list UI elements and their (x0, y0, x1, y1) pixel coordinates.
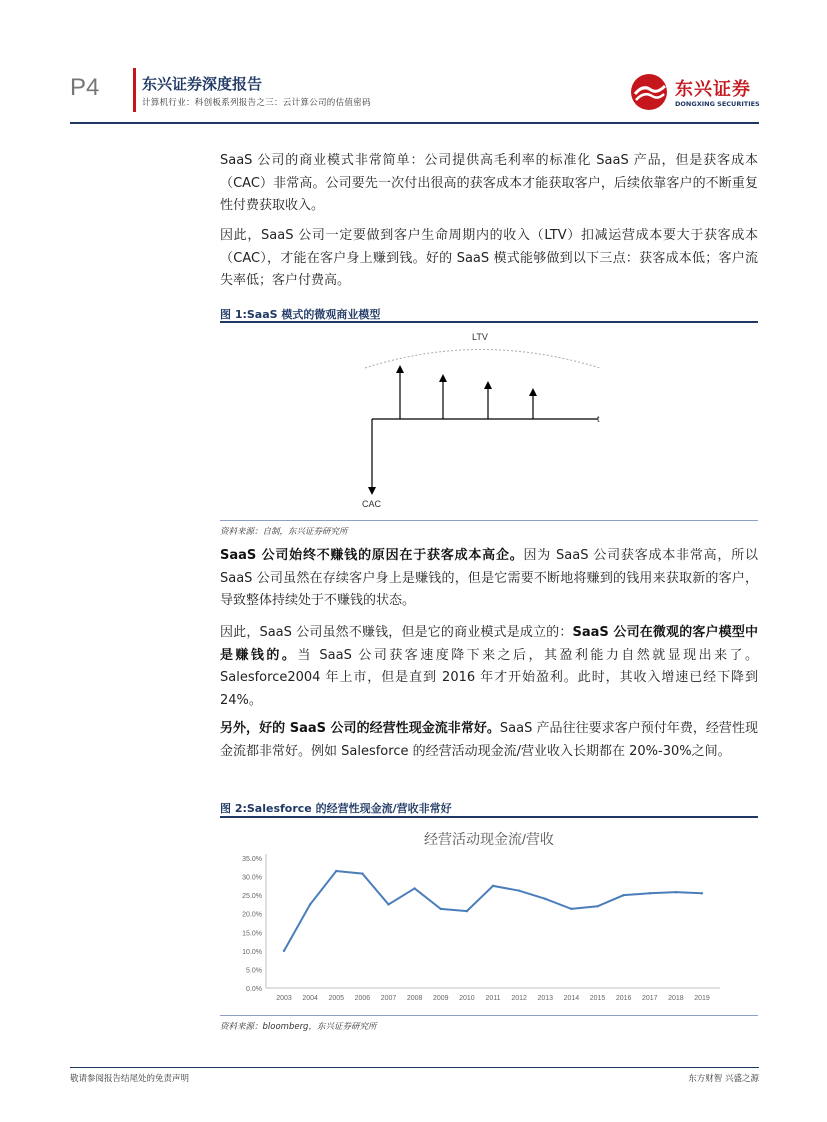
logo-english-name: DONGXING SECURITIES (675, 100, 760, 108)
data-point (675, 891, 677, 893)
footer-slogan: 东方财智 兴盛之源 (688, 1074, 759, 1084)
footer-rule (70, 1067, 759, 1068)
data-point (492, 885, 494, 887)
page-number: P4 (70, 74, 100, 101)
report-subtitle: 计算机行业：科创板系列报告之三：云计算公司的估值密码 (142, 98, 371, 108)
data-point (440, 908, 442, 910)
revenue-arrowhead-3 (484, 381, 492, 389)
footer-disclaimer: 敬请参阅报告结尾处的免责声明 (70, 1074, 190, 1084)
data-point (335, 870, 337, 872)
x-tick-label: 2016 (615, 995, 632, 1002)
x-tick-label: 2014 (563, 995, 580, 1002)
revenue-arrowhead-1 (396, 365, 404, 373)
x-tick-label: 2017 (641, 995, 658, 1002)
data-point (570, 908, 572, 910)
company-logo (629, 72, 759, 112)
figure-1-bottom-rule (220, 520, 758, 521)
cac-arrowhead (368, 487, 376, 495)
revenue-arrowhead-4 (529, 388, 537, 396)
y-tick-label: 20.0% (242, 911, 262, 919)
paragraph-3-text: 因为 SaaS 公司获客成本非常高，所以 SaaS 公司虽然在存续客户身上是赚钱的，但是它需要不断地将赚到的钱用来获取新的客户，导致整体持续处于不赚钱的状态。 (220, 548, 759, 608)
x-tick-label: 2005 (328, 995, 345, 1002)
ltv-arc (365, 350, 600, 369)
report-title: 东兴证券深度报告 (142, 75, 263, 93)
data-point (309, 903, 311, 905)
data-point (544, 898, 546, 900)
data-point (701, 892, 703, 894)
data-point (596, 905, 598, 907)
x-tick-label: 2011 (485, 995, 501, 1002)
series-line (284, 871, 702, 951)
data-point (466, 910, 468, 912)
data-point (413, 887, 415, 889)
x-tick-label: 2004 (302, 995, 318, 1002)
figure-2-title: 图 2:Salesforce 的经营性现金流/营收非常好 (220, 802, 452, 815)
paragraph-4-text-a: 因此，SaaS 公司虽然不赚钱，但是它的商业模式是成立的： (220, 625, 573, 640)
paragraph-5 (220, 718, 758, 763)
y-tick-label: 0.0% (246, 986, 262, 993)
cashflow-chart (220, 818, 758, 1014)
x-tick-label: 2010 (459, 995, 475, 1002)
ltv-label: LTV (472, 332, 488, 342)
paragraph-3 (220, 545, 758, 613)
x-tick-label: 2012 (511, 995, 527, 1002)
paragraph-5-text: SaaS 产品往往要求客户预付年费，经营性现金流都非常好。例如 Salesforce 的经营活动现金流/营业收入长期都在 20%-30%之间。 (220, 721, 758, 759)
data-point (518, 889, 520, 891)
x-tick-label: 2013 (537, 995, 554, 1002)
paragraph-3-bold: SaaS 公司始终不赚钱的原因在于获客成本高企。 (220, 548, 524, 563)
x-tick-label: 2007 (380, 995, 397, 1002)
paragraph-2: 因此，SaaS 公司一定要做到客户生命周期内的收入（LTV）扣减运营成本要大于获客成本（CAC），才能在客户身上赚到钱。好的 SaaS 模式能够做到以下三点：获客成本低；客户流失率低；客户付费高。 (220, 228, 758, 288)
figure-1-diagram (220, 323, 758, 519)
logo-emblem-icon (629, 72, 671, 112)
paragraph-4 (220, 622, 758, 712)
x-tick-label: 2019 (694, 995, 710, 1002)
paragraph-4-text-b: 当 SaaS 公司获客速度降下来之后，其盈利能力自然就显现出来了。Salesforce2004 年上市，但是直到 2016 年才开始盈利。此时，其收入增速已经下降到 24%。 (220, 647, 758, 708)
revenue-arrowhead-2 (439, 374, 447, 382)
chart-title: 经营活动现金流/营收 (424, 831, 554, 847)
x-tick-label: 2006 (354, 995, 371, 1002)
data-point (283, 950, 285, 952)
paragraph-4-bold: SaaS 公司在微观的客户模型中是赚钱的。 (220, 625, 758, 663)
y-tick-label: 15.0% (242, 930, 262, 938)
y-tick-label: 5.0% (246, 967, 262, 975)
figure-1-source: 资料来源：自制，东兴证券研究所 (220, 527, 348, 537)
x-tick-label: 2008 (406, 995, 423, 1002)
data-point (622, 894, 624, 896)
header-accent-bar (133, 68, 136, 112)
logo-name: 东兴证券 (675, 79, 751, 100)
time-axis-label: t (597, 414, 600, 424)
figure-2-source: 资料来源：bloomberg，东兴证券研究所 (220, 1022, 377, 1032)
x-tick-label: 2003 (276, 995, 292, 1002)
y-tick-label: 25.0% (242, 893, 262, 901)
y-tick-label: 30.0% (242, 874, 262, 882)
paragraph-1: SaaS 公司的商业模式非常简单：公司提供高毛利率的标准化 SaaS 产品，但是获客成本（CAC）非常高。公司要先一次付出很高的获客成本才能获取客户，后续依靠客户的不断重复性付费获取收入。 (220, 153, 758, 213)
data-point (387, 903, 389, 905)
y-tick-label: 35.0% (242, 856, 262, 863)
x-tick-label: 2009 (432, 995, 449, 1002)
data-point (649, 892, 651, 894)
paragraph-5-bold: 另外，好的 SaaS 公司的经营性现金流非常好。 (220, 721, 500, 736)
y-tick-label: 10.0% (242, 948, 262, 956)
figure-1-title: 图 1:SaaS 模式的微观商业模型 (220, 308, 381, 321)
header-rule (70, 122, 759, 124)
x-tick-label: 2018 (668, 995, 684, 1002)
x-tick-label: 2015 (589, 995, 606, 1002)
data-point (361, 872, 363, 874)
cac-label: CAC (362, 499, 382, 509)
figure-2-bottom-rule (220, 1015, 758, 1016)
